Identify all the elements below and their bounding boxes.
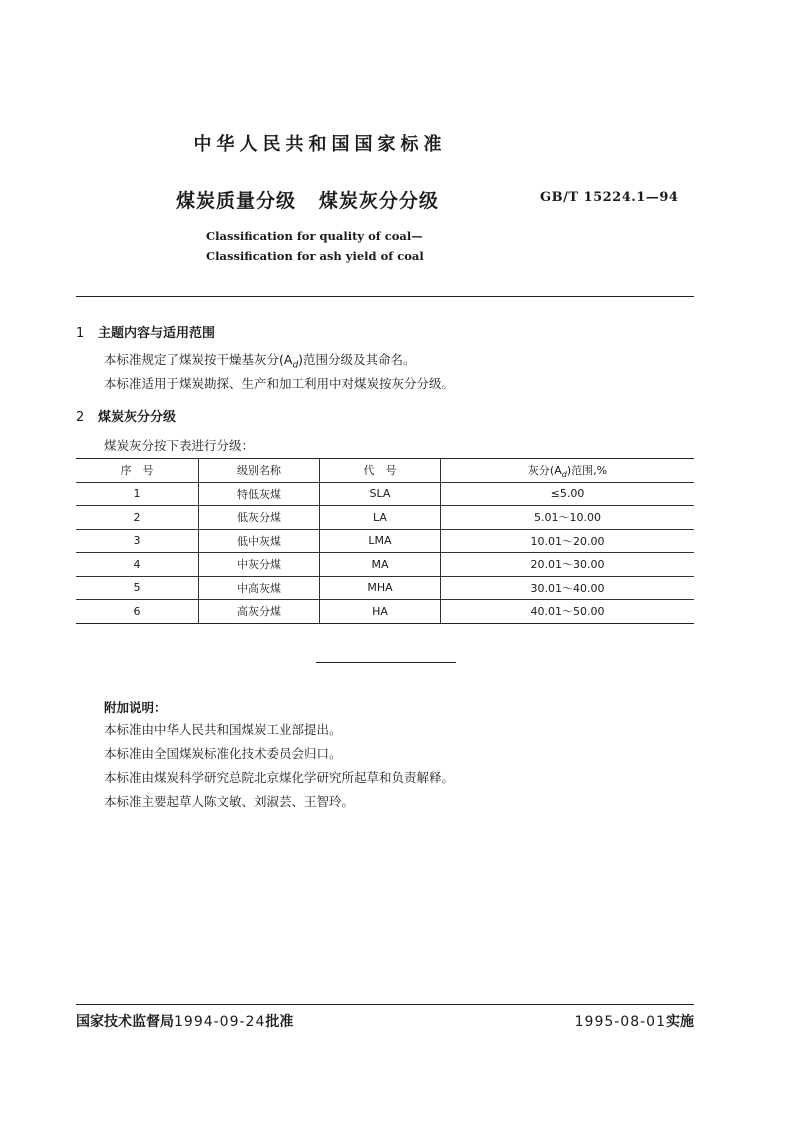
cell-range: 40.01～50.00 (441, 600, 695, 624)
section-1-para-2: 本标准适用于煤炭勘探、生产和加工利用中对煤炭按灰分分级。 (104, 376, 455, 391)
cell-seq: 6 (76, 600, 199, 624)
cell-range: ≤5.00 (441, 482, 695, 506)
standard-title-cn (176, 186, 439, 213)
title-part2: 煤炭灰分分级 (318, 190, 439, 212)
cell-name: 高灰分煤 (199, 600, 320, 624)
table-row (76, 529, 694, 553)
effective-line (575, 1011, 694, 1031)
end-of-text-rule (316, 662, 456, 663)
title-en-line2: Classification for ash yield of coal (206, 249, 424, 263)
section-1-title: 主题内容与适用范围 (98, 326, 216, 341)
table-row (76, 506, 694, 530)
note-item: 本标准由煤炭科学研究总院北京煤化学研究所起草和负责解释。 (104, 770, 455, 785)
cell-seq: 5 (76, 576, 199, 600)
cell-range: 10.01～20.00 (441, 529, 695, 553)
issuer: 国家技术监督局 (76, 1014, 174, 1030)
approve-label: 批准 (265, 1014, 294, 1030)
header-divider (76, 296, 694, 297)
para-1-tail: )范围分级及其命名。 (298, 352, 416, 367)
ash-grade-table (76, 458, 694, 624)
title-spacer (296, 190, 319, 212)
cell-name: 中高灰煤 (199, 576, 320, 600)
section-1-number: 1 (76, 326, 85, 341)
header-range-sub: d (561, 469, 567, 479)
header-grade-name: 级别名称 (199, 459, 320, 483)
footer-divider (76, 1004, 694, 1005)
effective-label: 实施 (666, 1014, 694, 1030)
section-2-heading (76, 406, 176, 425)
cell-code: HA (320, 600, 441, 624)
cell-name: 低中灰煤 (199, 529, 320, 553)
cell-seq: 2 (76, 506, 199, 530)
standard-code: GB/T 15224.1—94 (540, 190, 679, 205)
approval-line (76, 1011, 293, 1031)
note-item: 本标准由全国煤炭标准化技术委员会归口。 (104, 746, 342, 761)
approve-date: 1994-09-24 (174, 1014, 266, 1030)
title-en-line1: Classification for quality of coal— (206, 229, 423, 243)
section-2-number: 2 (76, 410, 85, 425)
cell-name: 低灰分煤 (199, 506, 320, 530)
section-1-heading (76, 322, 215, 341)
para-1-subscript: d (292, 360, 299, 371)
header-range-suffix: )范围,% (566, 463, 608, 477)
note-item: 本标准由中华人民共和国煤炭工业部提出。 (104, 722, 342, 737)
table-row (76, 482, 694, 506)
cell-code: LMA (320, 529, 441, 553)
section-1-para-1 (104, 350, 416, 371)
cell-range: 5.01～10.00 (441, 506, 695, 530)
cell-name: 特低灰煤 (199, 482, 320, 506)
cell-code: SLA (320, 482, 441, 506)
cell-code: MA (320, 553, 441, 577)
effective-date: 1995-08-01 (574, 1014, 666, 1030)
cell-range: 20.01～30.00 (441, 553, 695, 577)
header-code: 代 号 (320, 459, 441, 483)
cell-code: MHA (320, 576, 441, 600)
header-seq: 序 号 (76, 459, 199, 483)
header-range-prefix: 灰分(A (527, 463, 562, 477)
cell-code: LA (320, 506, 441, 530)
para-1-text: 本标准规定了煤炭按干燥基灰分(A (104, 352, 293, 367)
table-row (76, 600, 694, 624)
cell-seq: 3 (76, 529, 199, 553)
additional-notes-title: 附加说明： (104, 700, 167, 715)
header-range (441, 459, 695, 483)
cell-seq: 4 (76, 553, 199, 577)
cell-seq: 1 (76, 482, 199, 506)
section-2-title: 煤炭灰分分级 (98, 410, 177, 425)
cell-range: 30.01～40.00 (441, 576, 695, 600)
note-item: 本标准主要起草人陈文敏、刘淑芸、王智玲。 (104, 794, 355, 809)
cell-name: 中灰分煤 (199, 553, 320, 577)
section-2-intro: 煤炭灰分按下表进行分级： (104, 438, 255, 453)
table-row (76, 576, 694, 600)
table-row (76, 553, 694, 577)
national-standard-heading: 中华人民共和国国家标准 (193, 134, 447, 155)
title-part1: 煤炭质量分级 (176, 190, 297, 212)
table-header-row (76, 459, 694, 483)
